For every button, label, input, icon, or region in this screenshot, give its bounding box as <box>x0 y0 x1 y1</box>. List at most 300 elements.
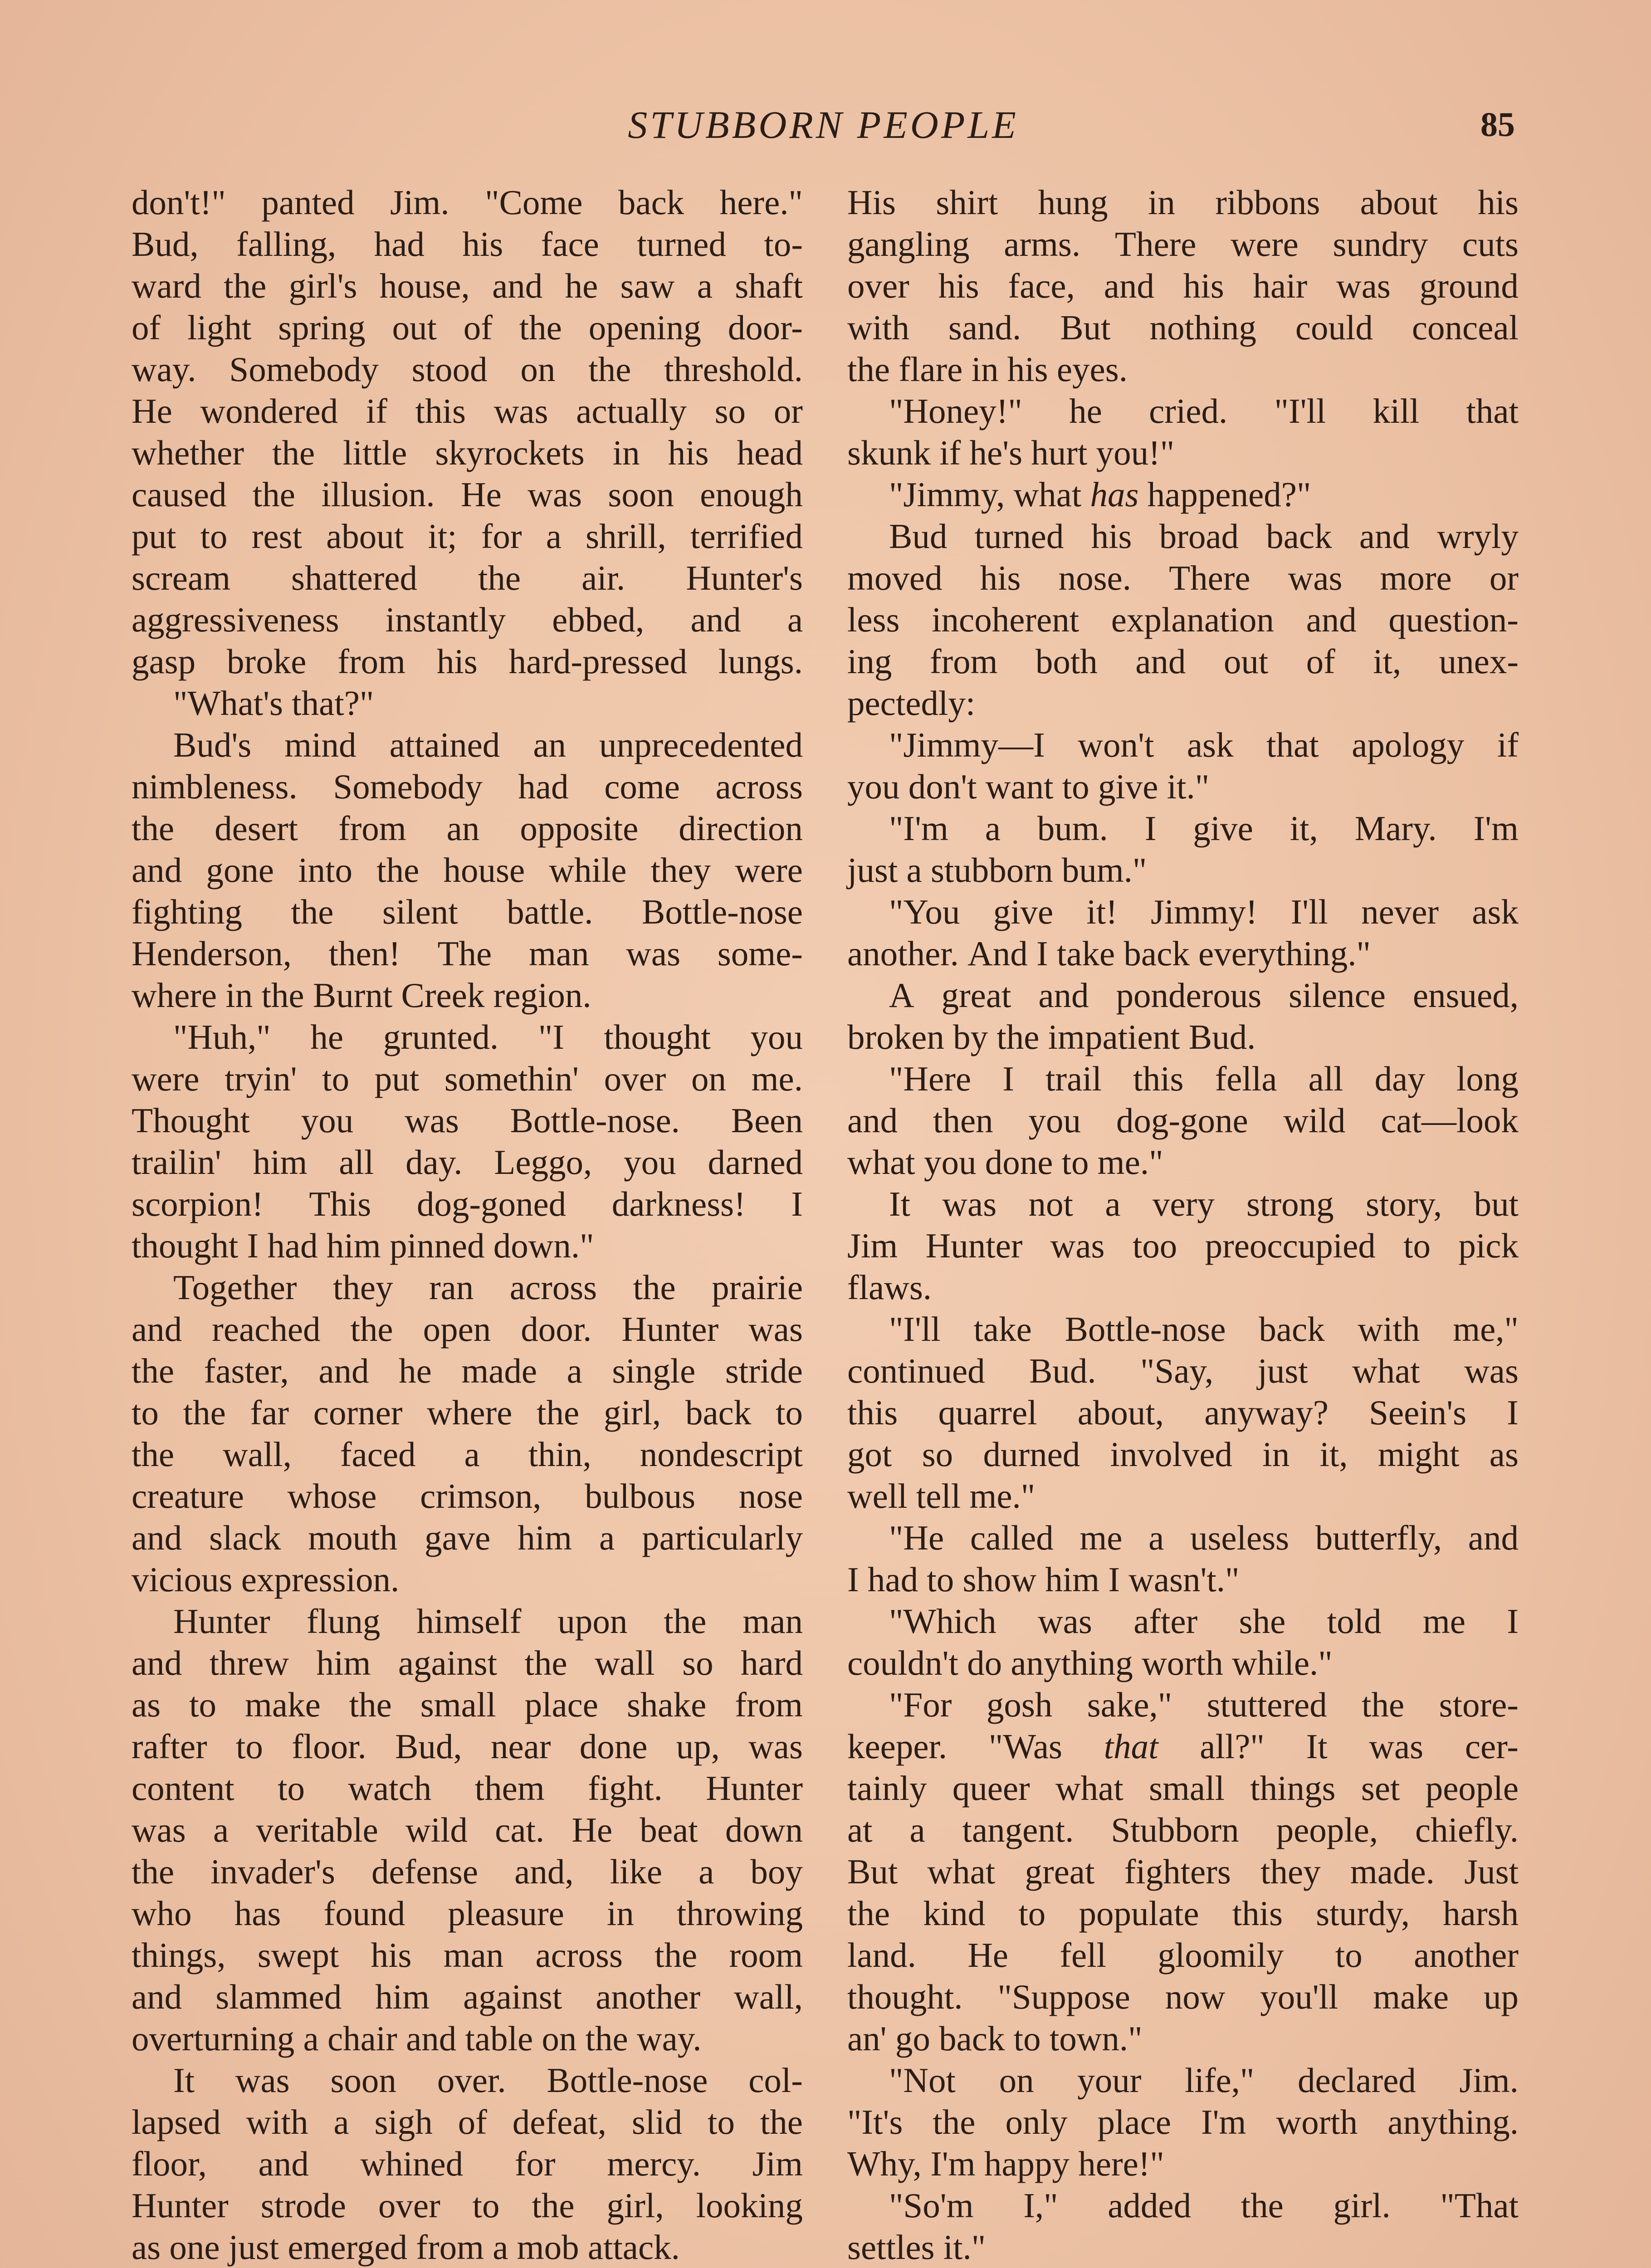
word: mob <box>517 2228 588 2267</box>
word: me <box>1080 1518 1123 1557</box>
word: he's <box>969 433 1031 472</box>
word: and <box>1104 266 1154 305</box>
word: Hunter <box>706 1769 803 1808</box>
word: another <box>596 1977 701 2016</box>
text-line <box>132 682 803 724</box>
word: to <box>1061 1143 1098 1182</box>
word: his <box>1183 266 1224 305</box>
word: shrill, <box>586 517 666 556</box>
word: turned <box>974 517 1064 556</box>
word: battle. <box>507 892 593 931</box>
word: chair <box>327 2019 406 2058</box>
word: that?" <box>292 684 374 723</box>
word: on <box>999 2061 1034 2100</box>
word: cried. <box>1149 391 1228 430</box>
word: man <box>443 1936 504 1975</box>
word: I," <box>1023 2186 1058 2225</box>
text-line <box>132 1600 803 1642</box>
word: and <box>1038 976 1089 1015</box>
word: over <box>604 1059 666 1098</box>
word: expression. <box>241 1560 400 1599</box>
word: that <box>1466 391 1519 430</box>
word: falling, <box>236 225 337 264</box>
text-line <box>132 265 803 307</box>
word: story, <box>1365 1184 1442 1223</box>
word: threshold. <box>664 350 803 389</box>
text-line <box>132 223 803 265</box>
word: bulbous <box>585 1476 696 1515</box>
word: and <box>406 2019 465 2058</box>
word: "Honey!" <box>889 391 1022 430</box>
word: here." <box>719 183 803 222</box>
word: wall, <box>734 1977 803 2016</box>
word: added <box>1108 2186 1192 2225</box>
word: fighting <box>132 892 242 931</box>
word: was <box>1336 266 1391 305</box>
word: show <box>962 1560 1045 1599</box>
word: small <box>1149 1769 1225 1808</box>
word: worth <box>1142 1643 1232 1682</box>
left-text-column <box>132 181 803 2268</box>
word: hair <box>1253 266 1308 305</box>
word: light <box>187 308 252 347</box>
text-line <box>847 849 1519 891</box>
word: "I'll <box>1274 391 1326 430</box>
word: done <box>579 1727 648 1766</box>
text-line <box>132 2226 803 2268</box>
word: "I'm <box>889 809 948 848</box>
text-line <box>132 1141 803 1183</box>
word: crimson, <box>420 1476 542 1515</box>
word: And <box>967 934 1036 973</box>
word: with <box>847 308 909 347</box>
word: way. <box>636 2019 702 2058</box>
word: Leggo, <box>494 1143 592 1182</box>
text-line <box>847 1642 1519 1684</box>
word: The <box>437 934 492 973</box>
word: in <box>971 350 1007 389</box>
word: you <box>847 767 909 806</box>
word: thin, <box>528 1435 591 1474</box>
text-line <box>847 599 1519 640</box>
word: slammed <box>215 1977 342 2016</box>
word: wild <box>405 1810 468 1849</box>
word: in <box>606 1894 634 1933</box>
word: silent <box>382 892 458 931</box>
word: them <box>474 1769 545 1808</box>
word: give <box>1098 767 1167 806</box>
text-line <box>847 265 1519 307</box>
word: and <box>492 266 543 305</box>
word: mind <box>284 725 357 764</box>
word: "It's <box>847 2102 903 2141</box>
word: and, <box>514 1852 574 1891</box>
word: the <box>291 892 334 931</box>
word: durned <box>983 1435 1080 1474</box>
word: won't <box>1078 725 1154 764</box>
word: anything <box>1011 1643 1142 1682</box>
word: stood <box>411 350 488 389</box>
word: involved <box>1110 1435 1233 1474</box>
word: He <box>132 391 172 430</box>
word: "Which <box>889 1602 996 1641</box>
word: the <box>349 1685 392 1724</box>
word: broad <box>1159 517 1239 556</box>
word: whose <box>287 1476 377 1515</box>
word: Bottle-nose <box>547 2061 708 2100</box>
word: a <box>985 809 1001 848</box>
word: mercy. <box>607 2144 701 2183</box>
word: was <box>1038 1602 1092 1641</box>
word: and <box>1359 517 1410 556</box>
text-line <box>132 1058 803 1100</box>
word: defense <box>371 1852 479 1891</box>
word: "For <box>889 1685 952 1724</box>
text-line <box>132 1475 803 1517</box>
word: his <box>1007 350 1057 389</box>
word: spring <box>278 308 366 347</box>
word: preoccupied <box>1205 1226 1376 1265</box>
word: pectedly: <box>847 684 976 723</box>
word: trailin' <box>132 1143 221 1182</box>
word: back <box>1259 1310 1325 1349</box>
word: done <box>985 1143 1062 1182</box>
word: so <box>714 391 746 430</box>
word: vicious <box>132 1560 241 1599</box>
word: illusion. <box>321 475 435 514</box>
word: butterfly, <box>1315 1518 1442 1557</box>
word: But <box>847 1852 898 1891</box>
word: do <box>967 1643 1011 1682</box>
word: lapsed <box>132 2102 221 2141</box>
word: room <box>729 1936 803 1975</box>
word: direction <box>679 809 803 848</box>
text-line <box>132 474 803 515</box>
word: where <box>132 976 226 1015</box>
word: a <box>493 2228 517 2267</box>
word: and <box>132 850 182 890</box>
word: they <box>332 1268 393 1307</box>
word: Somebody <box>333 767 483 806</box>
word: the <box>1241 2186 1284 2225</box>
word: to <box>132 1393 159 1432</box>
word: so <box>922 1435 953 1474</box>
word: and <box>690 600 741 639</box>
word: after <box>1133 1602 1198 1641</box>
word: useless <box>1190 1518 1290 1557</box>
word: make <box>1373 1977 1449 2016</box>
word: I <box>1036 934 1057 973</box>
word: slack <box>209 1518 281 1557</box>
word: terrified <box>690 517 803 556</box>
word: were <box>132 1059 200 1098</box>
word: an <box>446 809 480 848</box>
word: actually <box>576 391 687 430</box>
word: invader's <box>210 1852 335 1891</box>
text-line <box>847 557 1519 599</box>
word: land. <box>847 1936 916 1975</box>
text-line <box>847 2226 1519 2268</box>
word: too <box>1132 1226 1177 1265</box>
word: you <box>923 1143 985 1182</box>
word: way. <box>132 350 196 389</box>
word: harsh <box>1443 1894 1519 1933</box>
word: "You <box>889 892 960 931</box>
word: it, <box>1319 1435 1348 1474</box>
word: "That <box>1440 2186 1519 2225</box>
word: worth <box>1276 2102 1358 2141</box>
word: ebbed, <box>552 600 645 639</box>
word: tainly <box>847 1769 927 1808</box>
text-line <box>847 1684 1519 1725</box>
word: I <box>247 1226 268 1265</box>
word: girl. <box>1333 2186 1391 2225</box>
word: you <box>624 1143 676 1182</box>
word: a <box>909 1810 925 1849</box>
word: his <box>938 266 979 305</box>
word: by <box>953 1017 997 1056</box>
text-line <box>847 766 1519 807</box>
word: some- <box>717 934 803 973</box>
word: kill <box>1373 391 1420 430</box>
word: opposite <box>520 809 639 848</box>
word: hard <box>741 1643 803 1682</box>
text-line <box>132 1684 803 1725</box>
word: darned <box>708 1143 803 1182</box>
word: anyway? <box>1204 1393 1329 1432</box>
word: if <box>366 391 387 430</box>
word: put <box>374 1059 420 1098</box>
word: Bottle-nose <box>1065 1310 1226 1349</box>
word: might <box>1377 1435 1460 1474</box>
word: your <box>1077 2061 1142 2100</box>
text-line <box>847 1016 1519 1058</box>
word: col- <box>748 2061 803 2100</box>
word: Hunter <box>621 1310 719 1349</box>
word: gasp <box>132 642 196 681</box>
word: to <box>472 2186 500 2225</box>
word: she <box>1239 1602 1286 1641</box>
word: what <box>927 1852 996 1891</box>
text-line <box>847 2101 1519 2143</box>
word: I'm <box>1473 809 1519 848</box>
word: I'll <box>1290 892 1328 931</box>
word: the <box>261 976 313 1015</box>
word: It <box>1306 1727 1328 1766</box>
word: the <box>132 1351 175 1390</box>
text-line <box>847 1767 1519 1809</box>
word: desert <box>215 809 298 848</box>
word: grunted. <box>383 1017 499 1056</box>
word: you <box>750 1017 803 1056</box>
word: well <box>847 1476 916 1515</box>
word: now <box>1165 1977 1226 2016</box>
text-line <box>847 2018 1519 2059</box>
text-line <box>847 181 1519 223</box>
word: just <box>228 2228 288 2267</box>
word: had <box>518 767 569 806</box>
word: "Not <box>889 2061 956 2100</box>
word: that <box>1104 1727 1158 1766</box>
text-line <box>132 181 803 223</box>
word: whined <box>360 2144 464 2183</box>
word: the <box>847 350 899 389</box>
word: tryin' <box>225 1059 297 1098</box>
word: things <box>1250 1769 1336 1808</box>
word: to <box>1335 1936 1363 1975</box>
word: stride <box>725 1351 803 1390</box>
text-line <box>132 1392 803 1433</box>
word: was <box>942 1184 997 1223</box>
word: over <box>378 2186 440 2225</box>
word: bum. <box>1037 809 1108 848</box>
word: incoherent <box>932 600 1080 639</box>
word: small <box>420 1685 496 1724</box>
word: back <box>939 2019 1014 2058</box>
word: It <box>889 1184 911 1223</box>
word: a <box>787 600 803 639</box>
word: rest <box>251 517 302 556</box>
text-line <box>132 515 803 557</box>
word: the <box>760 2102 803 2141</box>
word: from <box>929 642 998 681</box>
word: on <box>520 350 556 389</box>
word: to <box>1013 2019 1050 2058</box>
word: sigh <box>374 2102 433 2141</box>
text-line <box>847 724 1519 766</box>
word: not <box>1028 1184 1073 1223</box>
word: to- <box>764 225 803 264</box>
text-line <box>132 891 803 933</box>
word: was <box>235 2061 290 2100</box>
word: this <box>1133 1059 1184 1098</box>
text-line <box>847 891 1519 933</box>
word: you!" <box>1096 433 1175 472</box>
word: you <box>301 1101 354 1140</box>
word: from <box>337 642 405 681</box>
text-line <box>847 974 1519 1016</box>
word: his <box>980 558 1021 597</box>
word: soon <box>330 2061 396 2100</box>
word: caused <box>132 475 227 514</box>
word: trail <box>1045 1059 1102 1098</box>
word: in <box>1148 183 1175 222</box>
text-line <box>132 599 803 640</box>
word: Together <box>173 1268 297 1307</box>
word: I'm <box>930 2144 984 2183</box>
word: scorpion! <box>132 1184 264 1223</box>
word: I <box>791 1184 803 1223</box>
word: boy <box>750 1852 803 1891</box>
word: slid <box>631 2102 683 2141</box>
word: has <box>234 1894 281 1933</box>
word: gone <box>206 850 274 890</box>
word: veritable <box>256 1810 378 1849</box>
word: Jim <box>847 1226 898 1265</box>
text-line <box>847 1266 1519 1308</box>
word: I <box>1507 1393 1519 1432</box>
word: the <box>532 2186 575 2225</box>
word: Henderson, <box>132 934 292 973</box>
word: the <box>519 308 562 347</box>
word: cat—look <box>1381 1101 1519 1140</box>
word: nondescript <box>640 1435 803 1474</box>
word: strode <box>260 2186 346 2225</box>
word: while <box>549 850 627 890</box>
word: gloomily <box>1158 1936 1284 1975</box>
word: and <box>1468 1518 1519 1557</box>
text-line <box>132 1016 803 1058</box>
word: attack. <box>587 2228 680 2267</box>
text-line <box>132 2143 803 2185</box>
word: "Was <box>988 1727 1062 1766</box>
word: against <box>463 1977 562 2016</box>
word: both <box>1035 642 1098 681</box>
word: just <box>847 850 907 890</box>
word: as <box>132 1685 161 1724</box>
word: him <box>518 1518 572 1557</box>
word: couldn't <box>847 1643 967 1682</box>
word: had <box>867 1560 927 1599</box>
text-line <box>847 2059 1519 2101</box>
word: another. <box>847 934 968 973</box>
word: me," <box>1453 1310 1519 1349</box>
word: "I'll <box>889 1310 941 1349</box>
word: door- <box>728 308 803 347</box>
text-line <box>132 557 803 599</box>
word: across <box>509 1268 597 1307</box>
word: near <box>490 1727 551 1766</box>
word: Hunter <box>132 2186 229 2225</box>
word: ribbons <box>1215 183 1320 222</box>
word: a <box>213 1810 229 1849</box>
word: floor, <box>132 2144 207 2183</box>
word: for <box>514 2144 556 2183</box>
word: broke <box>227 642 307 681</box>
word: Been <box>731 1101 803 1140</box>
word: what <box>1352 1351 1420 1390</box>
word: or <box>1489 558 1519 597</box>
word: life," <box>1185 2061 1255 2100</box>
word: with <box>1358 1310 1420 1349</box>
word: go <box>895 2019 939 2058</box>
word: it, <box>1290 809 1318 848</box>
word: Creek <box>401 976 493 1015</box>
word: was <box>1464 1351 1519 1390</box>
word: "Say, <box>1140 1351 1214 1390</box>
text-line <box>847 1058 1519 1100</box>
word: back <box>1266 517 1332 556</box>
word: make <box>245 1685 321 1724</box>
word: cat. <box>495 1810 545 1849</box>
word: over <box>847 266 909 305</box>
text-line <box>847 2143 1519 2185</box>
text-line <box>847 1725 1519 1767</box>
word: or <box>773 391 803 430</box>
word: "Suppose <box>997 1977 1130 2016</box>
word: fight. <box>588 1769 663 1808</box>
text-line <box>847 474 1519 515</box>
word: instantly <box>385 600 506 639</box>
word: if <box>1497 725 1519 764</box>
word: then! <box>328 934 401 973</box>
word: overturning <box>132 2019 303 2058</box>
word: faster, <box>204 1351 289 1390</box>
word: this <box>415 391 466 430</box>
text-line <box>132 724 803 766</box>
word: that <box>1266 725 1319 764</box>
word: this <box>847 1393 898 1432</box>
